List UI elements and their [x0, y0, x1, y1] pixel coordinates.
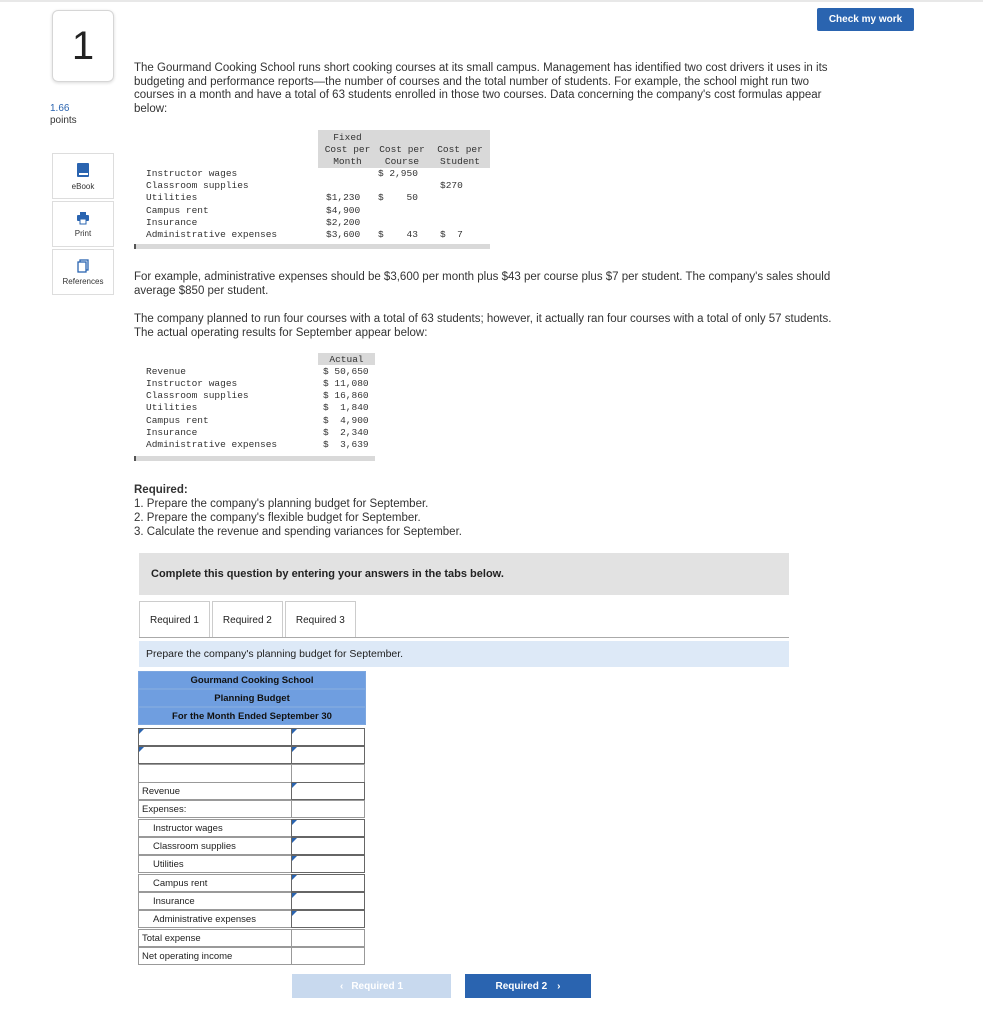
header-student: Cost per Student: [437, 144, 483, 167]
budget-row-driver-2: [138, 746, 366, 764]
budget-row-driver-1: [138, 728, 366, 746]
required-item: 1. Prepare the company's planning budget for September.: [134, 498, 429, 510]
actual-row-label: Administrative expenses: [146, 439, 278, 450]
points-value: 1.66: [50, 103, 70, 114]
actual-row-value: $ 50,650: [323, 366, 369, 377]
instructions-banner: Complete this question by entering your answers in the tabs below.: [139, 553, 789, 595]
question-number: 1: [52, 10, 114, 82]
tab-required-1[interactable]: Required 1: [139, 601, 210, 638]
total-expense-label: Total expense: [138, 929, 292, 947]
net-operating-income-cell: [291, 947, 365, 965]
example-paragraph: For example, administrative expenses should be $3,600 per month plus $43 per course plus $7 per student. The company's sales should average $850 per student.: [134, 271, 831, 297]
expense-label: Administrative expenses: [138, 910, 292, 928]
cost-row-course: $ 2,950: [378, 168, 418, 179]
actual-row-label: Instructor wages: [146, 378, 238, 389]
cost-row-label: Insurance: [146, 217, 198, 228]
budget-row-expense: [138, 874, 366, 892]
utilities-input[interactable]: [291, 855, 365, 873]
chevron-right-icon: ›: [557, 980, 561, 992]
expense-label: Classroom supplies: [138, 837, 292, 855]
intro-paragraph: The Gourmand Cooking School runs short cooking courses at its small campus. Management has identified two cost drivers it uses in its budgeting and performance reports—the number of courses and the total number of students. For example, the school might run two courses in a month and have a total of 63 students enrolled in those two courses. Data concerning the company's cost formulas appear below:: [134, 62, 828, 115]
total-expense-cell: [291, 929, 365, 947]
administrative-expenses-input[interactable]: [291, 910, 365, 928]
budget-row-expenses: [138, 800, 366, 818]
actual-row-value: $ 11,080: [323, 378, 369, 389]
cost-row-fixed: $3,600: [326, 229, 361, 240]
budget-title: Planning Budget: [138, 689, 366, 707]
print-label: Print: [74, 228, 92, 238]
driver-value-input-2[interactable]: [291, 746, 365, 764]
print-icon: [76, 211, 90, 225]
budget-row-expense: [138, 855, 366, 873]
driver-value-input-1[interactable]: [291, 728, 365, 746]
spacer-label: [138, 764, 292, 782]
budget-row-expense: [138, 837, 366, 855]
cost-row-course: $ 43: [378, 229, 418, 240]
classroom-supplies-input[interactable]: [291, 837, 365, 855]
expense-label: Instructor wages: [138, 819, 292, 837]
budget-company-title: Gourmand Cooking School: [138, 671, 366, 689]
actual-row-value: $ 4,900: [323, 415, 369, 426]
budget-row-expense: [138, 910, 366, 928]
expenses-label: Expenses:: [138, 800, 292, 818]
header-actual: Actual: [329, 354, 364, 365]
next-tab-button[interactable]: [465, 974, 591, 998]
net-operating-income-label: Net operating income: [138, 947, 292, 965]
next-tab-label: Required 2: [495, 980, 548, 992]
top-divider: [0, 0, 983, 2]
actual-row-value: $ 3,639: [323, 439, 369, 450]
check-my-work-button[interactable]: Check my work: [817, 8, 914, 31]
required-item: 2. Prepare the company's flexible budget for September.: [134, 512, 421, 524]
expense-label: Campus rent: [138, 874, 292, 892]
driver-label-input-2[interactable]: [138, 746, 292, 764]
table-footer-bar: [134, 244, 490, 249]
spacer-cell: [291, 764, 365, 782]
cost-row-fixed: $4,900: [326, 205, 361, 216]
driver-label-input-1[interactable]: [138, 728, 292, 746]
references-button[interactable]: [52, 249, 114, 295]
tab-bar: [139, 601, 358, 638]
cost-formula-table: [134, 130, 489, 250]
expense-label: Insurance: [138, 892, 292, 910]
cost-row-label: Campus rent: [146, 205, 209, 216]
actual-row-value: $ 2,340: [323, 427, 369, 438]
cost-row-course: $ 50: [378, 192, 418, 203]
tab-underline: [139, 637, 789, 638]
expense-label: Utilities: [138, 855, 292, 873]
instructor-wages-input[interactable]: [291, 819, 365, 837]
actual-results-table: [134, 353, 375, 465]
planning-budget-form: [138, 671, 366, 725]
tab-required-3[interactable]: Required 3: [285, 601, 356, 638]
revenue-input[interactable]: [291, 782, 365, 800]
cost-row-label: Instructor wages: [146, 168, 238, 179]
ebook-icon: [76, 162, 90, 178]
ebook-label: eBook: [71, 181, 95, 191]
actual-row-label: Campus rent: [146, 415, 209, 426]
budget-rows: [138, 728, 366, 968]
revenue-label: Revenue: [138, 782, 292, 800]
budget-row-spacer: [138, 764, 366, 782]
required-title: Required:: [134, 484, 188, 496]
chevron-left-icon: ‹: [339, 980, 344, 992]
planned-paragraph: The company planned to run four courses with a total of 63 students; however, it actually ran four courses with a total of only 57 students. The actual operating results for September appear below:: [134, 313, 832, 339]
budget-row-net: [138, 947, 366, 965]
table-footer-bar: [134, 456, 375, 461]
cost-row-label: Administrative expenses: [146, 229, 278, 240]
required-item: 3. Calculate the revenue and spending variances for September.: [134, 526, 462, 538]
budget-row-expense: [138, 892, 366, 910]
points-label: points: [50, 115, 77, 126]
insurance-input[interactable]: [291, 892, 365, 910]
actual-row-value: $ 16,860: [323, 390, 369, 401]
cost-row-fixed: $1,230: [326, 192, 361, 203]
actual-row-label: Utilities: [146, 402, 198, 413]
budget-row-expense: [138, 819, 366, 837]
cost-row-label: Classroom supplies: [146, 180, 249, 191]
print-button[interactable]: [52, 201, 114, 247]
cost-row-label: Utilities: [146, 192, 198, 203]
tab-instruction: Prepare the company's planning budget for September.: [139, 641, 789, 667]
cost-row-student: $ 7: [440, 229, 463, 240]
actual-row-label: Classroom supplies: [146, 390, 249, 401]
references-icon: [76, 259, 90, 273]
header-fixed: Fixed Cost per Month: [324, 132, 371, 167]
ebook-button[interactable]: [52, 153, 114, 199]
budget-period-title: For the Month Ended September 30: [138, 707, 366, 725]
previous-tab-label: Required 1: [351, 980, 404, 992]
previous-tab-button[interactable]: [292, 974, 451, 998]
campus-rent-input[interactable]: [291, 874, 365, 892]
actual-row-value: $ 1,840: [323, 402, 369, 413]
budget-row-total: [138, 929, 366, 947]
actual-row-label: Revenue: [146, 366, 186, 377]
cost-row-fixed: $2,200: [326, 217, 361, 228]
required-section: [134, 483, 462, 539]
references-label: References: [62, 276, 104, 286]
cost-row-student: $270: [440, 180, 463, 191]
expenses-cell: [291, 800, 365, 818]
tab-required-2[interactable]: Required 2: [212, 601, 283, 638]
points-info: [50, 103, 77, 127]
actual-row-label: Insurance: [146, 427, 198, 438]
budget-row-revenue: [138, 782, 366, 800]
header-course: Cost per Course: [379, 144, 425, 167]
